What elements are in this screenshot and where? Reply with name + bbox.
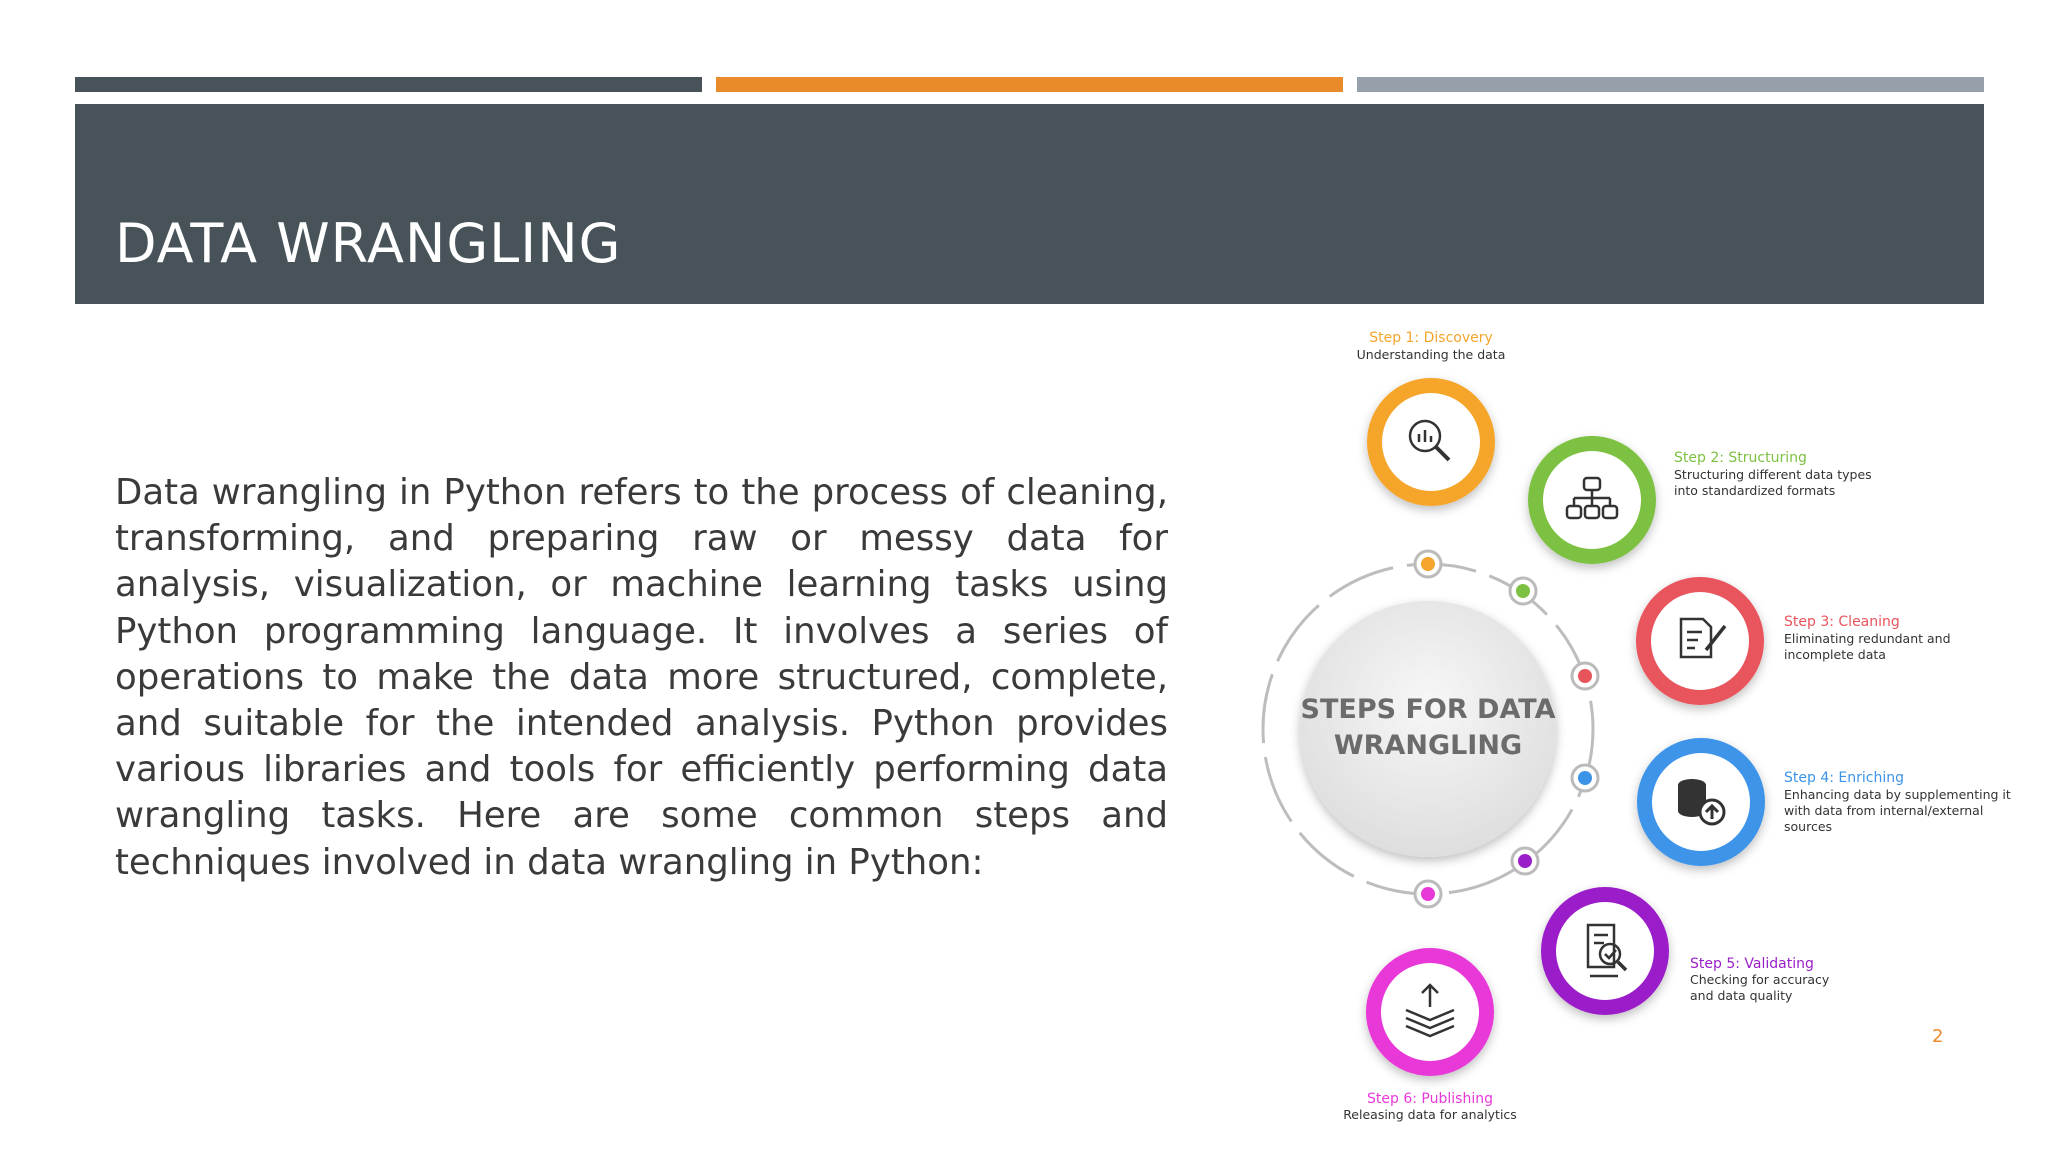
ring-marker-4 — [1572, 765, 1598, 791]
step-3-desc-line1: Eliminating redundant and — [1784, 631, 1951, 646]
step-2-node — [1528, 436, 1656, 564]
center-title-line1: STEPS FOR DATA — [1300, 694, 1556, 725]
ring-marker-2 — [1510, 578, 1536, 604]
step-5-node — [1541, 887, 1669, 1015]
step-5-title: Step 5: Validating — [1690, 956, 1814, 972]
accent-bar-gray — [1357, 77, 1984, 92]
steps-diagram — [1240, 320, 2040, 1140]
step-1-desc: Understanding the data — [1356, 347, 1506, 362]
step-1-node — [1367, 378, 1495, 506]
center-title-line2: WRANGLING — [1333, 730, 1523, 761]
accent-bar-orange — [716, 77, 1343, 92]
step-2-desc-line2: into standardized formats — [1674, 483, 1836, 498]
step-3-node — [1636, 577, 1764, 705]
step-1-title: Step 1: Discovery — [1369, 330, 1493, 346]
step-6-title: Step 6: Publishing — [1367, 1091, 1493, 1107]
step-6-desc: Releasing data for analytics — [1343, 1107, 1517, 1122]
slide-title: DATA WRANGLING — [115, 212, 622, 275]
step-2-desc-line1: Structuring different data types — [1674, 467, 1872, 482]
body-paragraph: Data wrangling in Python refers to the process of cleaning, transforming, and preparing raw or messy data for analysis, visualization, or machine learning tasks using Python programming language. It involves a series of operations to make the data more structured, complete, and suitable for the intended analysis. Python provides various libraries and tools for efficiently performing data wrangling tasks. Here are some common steps and techniques involved in data wrangling in Python: — [115, 472, 1168, 883]
step-6-node — [1366, 948, 1494, 1076]
step-4-desc-line1: Enhancing data by supplementing it — [1784, 787, 2011, 802]
ring-marker-6 — [1415, 881, 1441, 907]
step-4-node — [1637, 738, 1765, 866]
ring-marker-3 — [1572, 663, 1598, 689]
step-4-desc-line2: with data from internal/external — [1784, 803, 1984, 818]
step-2-title: Step 2: Structuring — [1674, 450, 1807, 466]
center-circle — [1300, 601, 1556, 857]
ring-marker-5 — [1512, 848, 1538, 874]
step-4-title: Step 4: Enriching — [1784, 770, 1904, 786]
accent-bar-dark — [75, 77, 702, 92]
step-5-desc-line1: Checking for accuracy — [1690, 972, 1830, 987]
ring-marker-1 — [1415, 551, 1441, 577]
step-3-title: Step 3: Cleaning — [1784, 614, 1900, 630]
step-3-desc-line2: incomplete data — [1784, 647, 1886, 662]
step-4-desc-line3: sources — [1784, 819, 1833, 834]
page-number: 2 — [1932, 1026, 1944, 1047]
step-5-desc-line2: and data quality — [1690, 988, 1793, 1003]
